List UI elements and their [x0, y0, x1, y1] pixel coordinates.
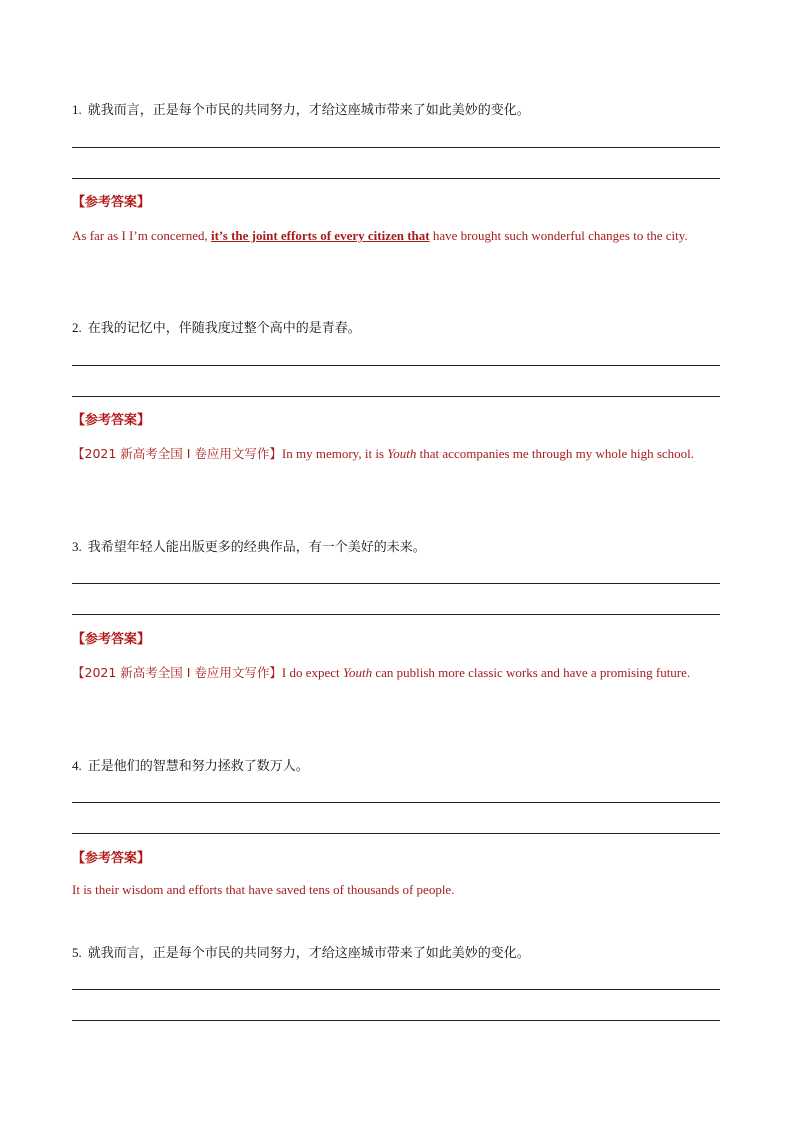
question-text — [72, 538, 722, 557]
answer-blank-line[interactable] — [72, 802, 720, 803]
question-prompt: 我希望年轻人能出版更多的经典作品，有一个美好的未来。 — [87, 540, 426, 555]
question-number: 2. — [72, 320, 82, 335]
answer-label: 【参考答案】 — [72, 851, 151, 866]
answer-blank-line[interactable] — [72, 365, 720, 366]
question-item-2 — [72, 319, 722, 461]
answer-text: As far as I I’m concerned, it’s the joint efforts of every citizen that have brought such wonderful changes to the city. — [72, 228, 688, 243]
question-text — [72, 944, 722, 963]
answer-label: 【参考答案】 — [72, 632, 151, 647]
question-number: 5. — [72, 945, 82, 960]
question-item-3 — [72, 538, 722, 680]
answer-source: 【2021 新高考全国 I 卷应用文写作】 — [72, 446, 282, 461]
question-prompt: 正是他们的智慧和努力拯救了数万人。 — [87, 759, 309, 774]
question-number: 3. — [72, 539, 82, 554]
question-prompt: 就我而言，正是每个市民的共同努力，才给这座城市带来了如此美妙的变化。 — [87, 103, 530, 118]
answer-blank-line[interactable] — [72, 614, 720, 615]
question-text — [72, 319, 722, 338]
question-text — [72, 101, 722, 120]
answer-blank-line[interactable] — [72, 833, 720, 834]
answer-blank-line[interactable] — [72, 1020, 720, 1021]
question-item-5 — [72, 944, 722, 963]
question-item-1 — [72, 101, 722, 243]
question-item-4 — [72, 757, 722, 897]
question-text — [72, 757, 722, 776]
answer-blank-line[interactable] — [72, 583, 720, 584]
italic-word: Youth — [342, 665, 373, 680]
answer-text: It is their wisdom and efforts that have saved tens of thousands of people. — [72, 882, 455, 897]
answer-source: 【2021 新高考全国 I 卷应用文写作】 — [72, 665, 282, 680]
answer-blank-line[interactable] — [72, 147, 720, 148]
question-number: 4. — [72, 758, 82, 773]
question-prompt: 就我而言，正是每个市民的共同努力，才给这座城市带来了如此美妙的变化。 — [87, 946, 530, 961]
answer-blank-line[interactable] — [72, 396, 720, 397]
question-prompt: 在我的记忆中，伴随我度过整个高中的是青春。 — [87, 321, 361, 336]
answer-label: 【参考答案】 — [72, 413, 151, 428]
answer-text: 【2021 新高考全国 I 卷应用文写作】I do expect Youth can publish more classic works and have a promising future. — [72, 665, 691, 680]
question-number: 1. — [72, 102, 82, 117]
answer-blank-line[interactable] — [72, 178, 720, 179]
italic-word: Youth — [387, 446, 417, 461]
answer-blank-line[interactable] — [72, 989, 720, 990]
answer-label: 【参考答案】 — [72, 195, 151, 210]
answer-text: 【2021 新高考全国 I 卷应用文写作】In my memory, it is Youth that accompanies me through my whole high school. — [72, 446, 695, 461]
emphasized-phrase: it’s the joint efforts of every citizen that — [210, 228, 430, 243]
